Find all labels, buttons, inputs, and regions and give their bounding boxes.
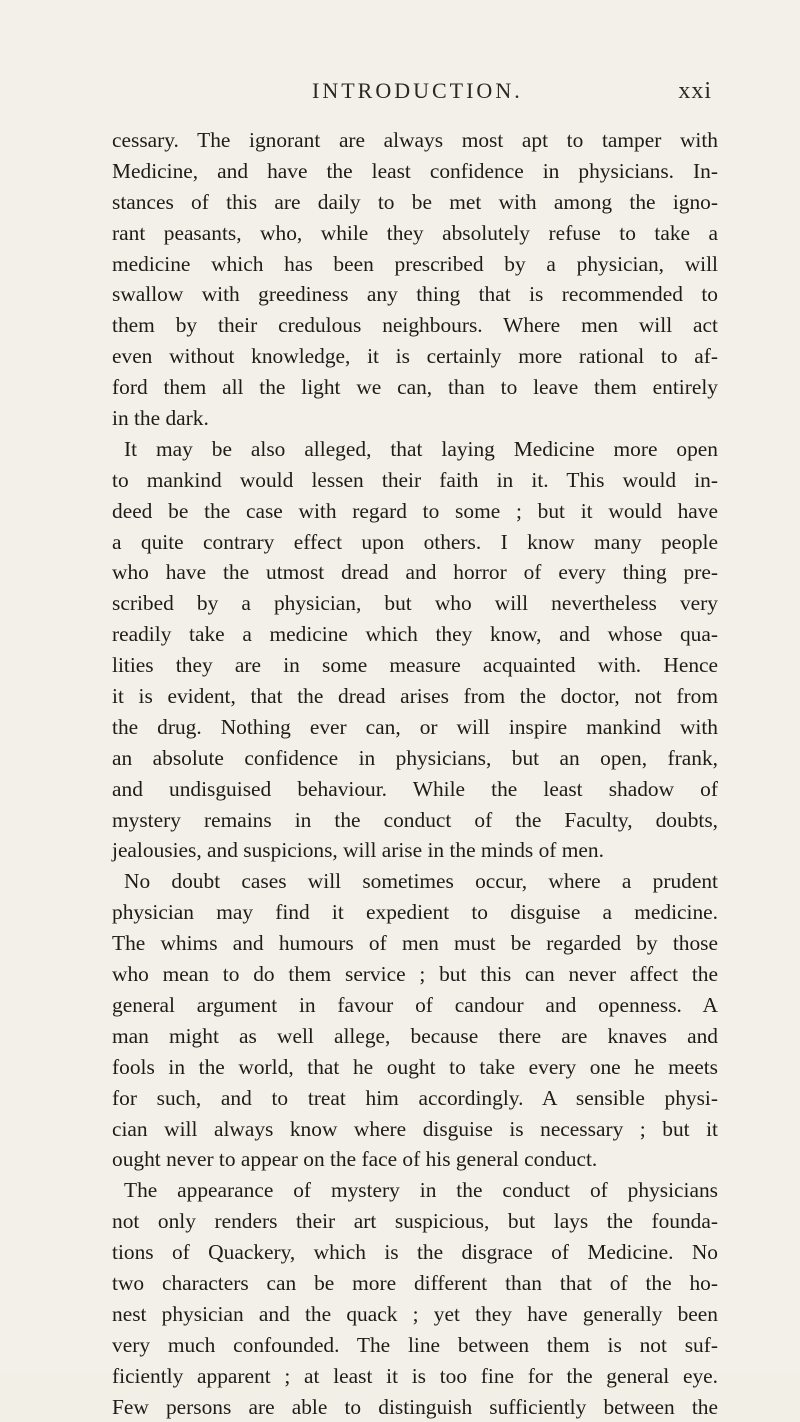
text-line: medicine which has been prescribed by a physician, will [112, 251, 718, 276]
text-line: Few persons are able to distinguish sufficiently between the [112, 1394, 718, 1419]
text-line: The whims and humours of men must be regarded by those [112, 931, 718, 956]
text-line: mystery remains in the conduct of the Faculty, doubts, [112, 807, 718, 832]
text-line: rant peasants, who, while they absolutely refuse to take a [112, 220, 718, 245]
text-line: man might as well allege, because there are knaves and [112, 1023, 718, 1048]
text-line: two characters can be more different than that of the ho- [112, 1270, 718, 1295]
text-line: very much confounded. The line between them is not suf- [112, 1332, 718, 1357]
text-line: fools in the world, that he ought to take every one he meets [112, 1054, 718, 1079]
text-line: ought never to appear on the face of his general conduct. [112, 1147, 598, 1172]
text-line: tions of Quackery, which is the disgrace of Medicine. No [112, 1240, 718, 1265]
text-line: the drug. Nothing ever can, or will inspire mankind with [112, 714, 718, 739]
text-line: ford them all the light we can, than to leave them entirely [112, 375, 718, 400]
text-line: nest physician and the quack ; yet they have generally been [112, 1301, 718, 1326]
text-line: physician may find it expedient to disguise a medicine. [112, 900, 718, 925]
text-line: a quite contrary effect upon others. I know many people [112, 529, 718, 554]
text-line: not only renders their art suspicious, but lays the founda- [112, 1209, 718, 1234]
text-line: lities they are in some measure acquainted with. Hence [112, 653, 718, 678]
text-line: even without knowledge, it is certainly more rational to af- [112, 344, 718, 369]
text-line: ficiently apparent ; at least it is too fine for the general eye. [112, 1363, 718, 1388]
text-line: it is evident, that the dread arises from the doctor, not from [112, 684, 718, 709]
text-line: jealousies, and suspicions, will arise in the minds of men. [112, 838, 604, 863]
text-line: in the dark. [112, 406, 209, 431]
text-line: cessary. The ignorant are always most apt to tamper with [112, 128, 718, 152]
text-line: to mankind would lessen their faith in it. This would in- [112, 467, 718, 492]
text-line: stances of this are daily to be met with among the igno- [112, 189, 718, 214]
text-line: No doubt cases will sometimes occur, where a prudent [124, 869, 718, 894]
text-line: an absolute confidence in physicians, but an open, frank, [112, 745, 718, 770]
text-line: and undisguised behaviour. While the least shadow of [112, 776, 718, 801]
text-line: The appearance of mystery in the conduct of physicians [124, 1178, 718, 1203]
running-title: INTRODUCTION. [312, 78, 523, 103]
text-line: who mean to do them service ; but this can never affect the [112, 962, 718, 987]
text-line: readily take a medicine which they know, and whose qua- [112, 622, 718, 647]
text-line: cian will always know where disguise is necessary ; but it [112, 1116, 718, 1141]
text-line: scribed by a physician, but who will nevertheless very [112, 591, 718, 616]
text-line: who have the utmost dread and horror of every thing pre- [112, 560, 718, 585]
text-line: them by their credulous neighbours. Where men will act [112, 313, 718, 338]
text-line: deed be the case with regard to some ; but it would have [112, 498, 718, 523]
running-head [112, 78, 712, 108]
text-line: general argument in favour of candour and openness. A [112, 992, 718, 1017]
body-text [112, 125, 718, 1422]
page-number: xxi [678, 78, 712, 104]
text-line: swallow with greediness any thing that is recommended to [112, 282, 718, 307]
text-line: It may be also alleged, that laying Medicine more open [124, 436, 718, 461]
text-line: for such, and to treat him accordingly. A sensible physi- [112, 1085, 718, 1110]
text-line: Medicine, and have the least confidence in physicians. In- [112, 158, 718, 183]
